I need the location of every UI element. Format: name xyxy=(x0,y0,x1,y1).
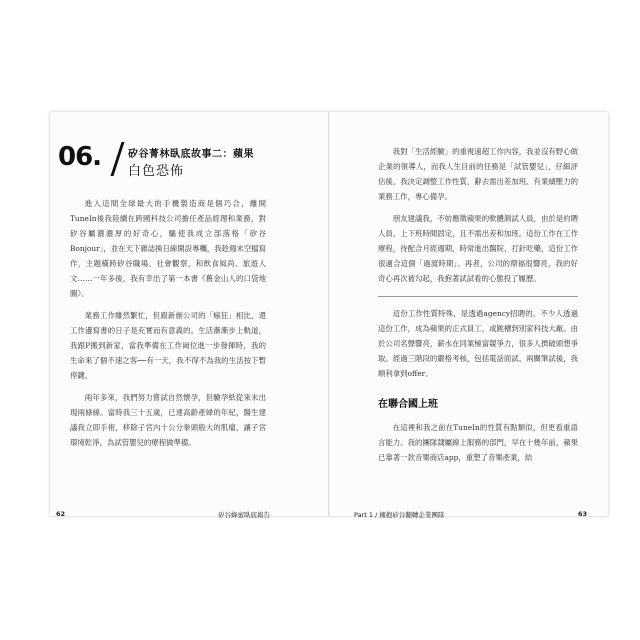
paragraph: 朋友建議我，不妨應徵蘋果的軟體測試人員，由於是約聘人員，上下班時間固定，且不需出差和加班。這份工作在工作療程，待配合月經週期，時常進出醫院、打針吃藥，這份工作很適合這個「過渡時期」。再者，公司的鼎福很響亮，我的好奇心再次被勾起，我抱著試試看的心態投了履歷。 xyxy=(378,214,578,283)
section-divider xyxy=(378,296,578,297)
paragraph: 在這裡和我之前在TuneIn的性質有點類似，但更看重語言能力。我的團隊隸屬線上服務的部門，早在十幾年前，蘋果已靠著一款音樂商店app，重塑了音樂產業，結 xyxy=(378,423,578,462)
section-heading: 在聯合國上班 xyxy=(378,399,438,410)
right-body-text xyxy=(378,144,578,465)
book-spread xyxy=(50,112,608,519)
right-page xyxy=(330,112,608,519)
paragraph: 我對「生活經驗」的重視遠超工作內容，我並沒有野心做企業的領導人，而我人生目前的任務是「試管嬰兒」，仔細評估後，我決定調整工作性質，辭去需出差加班、有業績壓力的業務工作，專心備孕。 xyxy=(378,147,578,201)
page-number: 62 xyxy=(56,510,66,518)
paragraph: 這份工作性質特殊，是透過agency招聘的。不少人透過這份工作，成為蘋果的正式員工，或跳槽到別家科技大廠。由於公司名聲響亮，薪水在同業極富競爭力，很多人擠破頭想爭取。經過三階段的嚴格考核，包括電話面試、兩關筆試後，我順利拿到offer。 xyxy=(378,309,578,378)
paragraph: 業務工作雖然繁忙，但跟新創公司的「瘋狂」相比，還工作邊寫書的日子是充實而有意義的。生活漸漸步上軌道，我跟P搬到新家，當我準備在工作崗位進一步發揮時，我的生命來了個不速之客──有一天，我不得不為我的生活按下暫停鍵。 xyxy=(70,311,266,380)
left-body-text xyxy=(70,196,266,450)
chapter-title: 白色恐佈 xyxy=(128,164,185,179)
paragraph: 進入這間全球最大的手機製造商是個巧合，離開TuneIn後我陸續在跨國科技公司擔任產品經理和業務，對矽谷屬濃濃厚的好奇心，驅使我成立部落格「矽谷Bonjour」，並在天下雜誌換日線開設專欄，我趁週末空檔寫作，主題橫跨矽谷職場、社會觀察，和飲食風尚、旅遊人文……一年多後，我有幸出了第一本書《舊金山人的口袋地圖》。 xyxy=(70,199,266,298)
left-page xyxy=(50,112,328,519)
running-head: 矽谷蜂蜜臥底報告 xyxy=(218,511,270,519)
page-number: 63 xyxy=(578,510,588,518)
paragraph: 兩年多來，我們努力嘗試自然懷孕，但驗孕紙從來未出現兩條線。當時我三十五歲，已達高齡產婦的年紀，醫生建議我立即手術，移除子宮內十公分拳頭般大的肌瘤，讓子宮環境乾淨，為試管嬰兒的療程做準備。 xyxy=(70,393,266,447)
chapter-number: 06. xyxy=(58,142,102,172)
chapter-kicker: 矽谷菁林臥底故事二：蘋果 xyxy=(128,149,254,160)
chapter-slash-divider xyxy=(110,142,124,176)
running-head: Part 1 / 擁抱矽谷翻轉企業團隊 xyxy=(354,511,445,519)
